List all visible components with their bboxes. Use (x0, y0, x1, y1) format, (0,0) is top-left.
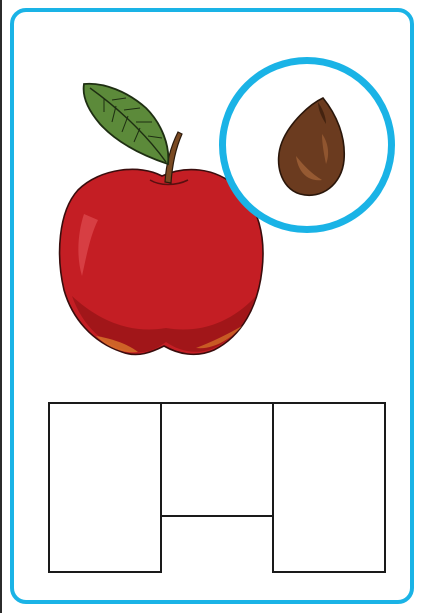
letter-box-group (48, 402, 386, 574)
seed-icon (226, 64, 388, 226)
letter-box-middle[interactable] (161, 403, 273, 516)
letter-box-first[interactable] (49, 403, 161, 572)
letter-box-last[interactable] (273, 403, 385, 572)
seed-highlight-circle (219, 57, 395, 233)
seed-body (279, 98, 345, 195)
apple-leaf (84, 84, 169, 164)
